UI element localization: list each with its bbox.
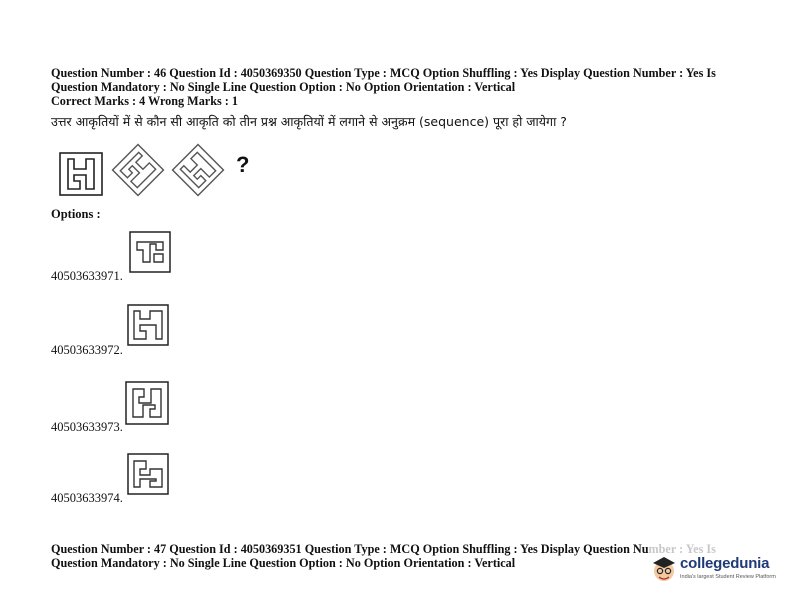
option-figure-4[interactable] [126,452,170,496]
logo-tagline: India's largest Student Review Platform [680,574,776,580]
question-figure-1 [58,151,104,197]
option-id-1: 40503633971. [51,269,123,283]
q47-meta-line-1 [51,542,716,557]
question-figure-3 [168,140,228,200]
q47-meta-line-1-main: Question Number : 47 Question Id : 4050369351 Question Type : MCQ Option Shuffling : Yes Display Question Nu [51,542,649,556]
q47-meta-line-2: Question Mandatory : No Single Line Question Option : No Option Orientation : Vertical [51,556,516,570]
question-text: उत्तर आकृतियों में से कौन सी आकृति को तीन प्रश्न आकृतियों में लगाने से अनुक्रम (sequence) पूरा हो जायेगा ? [51,114,567,129]
student-avatar-icon [650,553,678,585]
option-figure-2[interactable] [126,303,170,347]
q46-meta-line-1: Question Number : 46 Question Id : 4050369350 Question Type : MCQ Option Shuffling : Yes Display Question Number : Yes Is [51,66,716,80]
option-id-4: 40503633974. [51,491,123,505]
q46-marks: Correct Marks : 4 Wrong Marks : 1 [51,94,238,108]
options-label: Options : [51,207,101,221]
question-mark: ? [236,152,250,177]
option-id-3: 40503633973. [51,420,123,434]
option-figure-3[interactable] [124,380,170,426]
question-figure-2 [108,140,168,200]
logo-name: collegedunia [680,555,770,572]
option-figure-1[interactable] [128,230,172,274]
q46-meta-line-2: Question Mandatory : No Single Line Question Option : No Option Orientation : Vertical [51,80,516,94]
option-id-2: 40503633972. [51,343,123,357]
collegedunia-logo [650,553,775,589]
q47-meta-line-1-faded: mber : Yes Is [648,542,716,556]
